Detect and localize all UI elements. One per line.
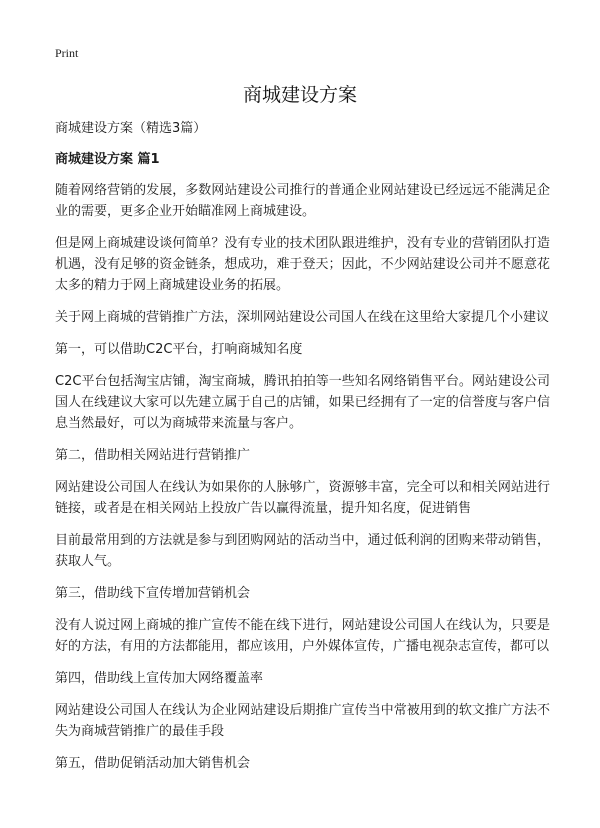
- paragraph-point-4: 网站建设公司国人在线认为企业网站建设后期推广宣传当中常被用到的软文推广方法不失为商城营销推广的最佳手段: [55, 703, 550, 739]
- paragraph-point-3: 没有人说过网上商城的推广宣传不能在线下进行，网站建设公司国人在线认为，只要是好的方法，有用的方法都能用，都应该用，户外媒体宣传，广播电视杂志宣传，都可以: [55, 618, 550, 654]
- print-label: Print: [55, 46, 79, 60]
- paragraph-suggestions-intro: 关于网上商城的营销推广方法，深圳网站建设公司国人在线在这里给大家提几个小建议: [55, 310, 550, 325]
- document-title: 商城建设方案: [242, 84, 357, 106]
- point-heading-5: 第五，借助促销活动加大销售机会: [55, 756, 251, 771]
- point-heading-3: 第三，借助线下宣传增加营销机会: [55, 586, 251, 601]
- document-subtitle: 商城建设方案（精选3篇）: [55, 121, 207, 136]
- paragraph-difficulty: 但是网上商城建设谈何简单？没有专业的技术团队跟进维护，没有专业的营销团队打造机遇，没有足够的资金链条，想成功，难于登天；因此，不少网站建设公司并不愿意花太多的精力于网上商城建设业务的拓展。: [55, 236, 550, 293]
- section-heading: 商城建设方案 篇1: [55, 152, 160, 167]
- point-heading-1: 第一，可以借助C2C平台，打响商城知名度: [55, 342, 303, 357]
- point-heading-2: 第二，借助相关网站进行营销推广: [55, 448, 251, 463]
- paragraph-intro: 随着网络营销的发展，多数网站建设公司推行的普通企业网站建设已经远远不能满足企业的需要，更多企业开始瞄准网上商城建设。: [55, 183, 550, 219]
- point-heading-4: 第四，借助线上宣传加大网络覆盖率: [55, 671, 264, 686]
- paragraph-point-2a: 网站建设公司国人在线认为如果你的人脉够广，资源够丰富，完全可以和相关网站进行链接，或者是在相关网站上投放广告以赢得流量，提升知名度，促进销售: [55, 480, 550, 516]
- document-body: [55, 118, 550, 785]
- paragraph-point-2b: 目前最常用到的方法就是参与到团购网站的活动当中，通过低利润的团购来带动销售，获取人气。: [55, 533, 550, 569]
- paragraph-point-1: C2C平台包括淘宝店铺，淘宝商城，腾讯拍拍等一些知名网络销售平台。网站建设公司国人在线建议大家可以先建立属于自己的店铺，如果已经拥有了一定的信誉度与客户信息当然最好，可以为商城带来流量与客户。: [55, 374, 550, 431]
